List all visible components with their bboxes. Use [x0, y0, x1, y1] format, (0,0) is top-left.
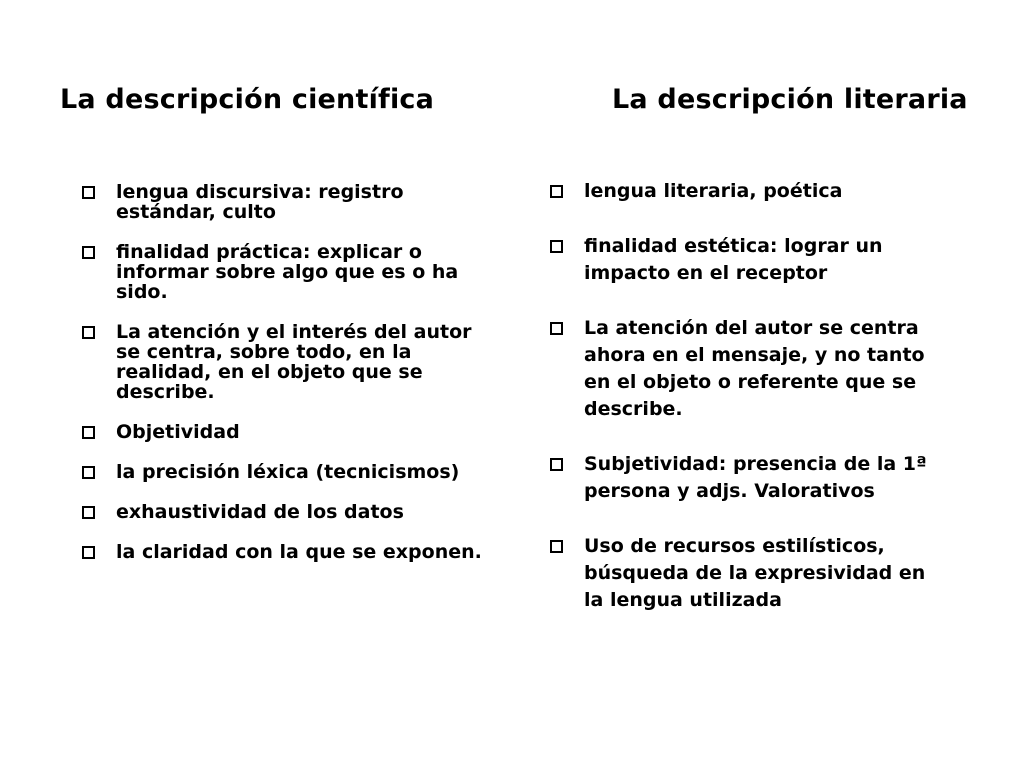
list-item-text: Uso de recursos estilísticos, búsqueda de la expresividad en la lengua utilizada [584, 535, 926, 611]
list-item [548, 451, 948, 505]
checkbox-bullet-icon [550, 540, 563, 553]
checkbox-bullet-icon [82, 246, 95, 259]
list-item [548, 178, 948, 205]
checkbox-bullet-icon [82, 506, 95, 519]
list-item-text: la claridad con la que se exponen. [116, 541, 482, 563]
list-item-text: Subjetividad: presencia de la 1ª persona y adjs. Valorativos [584, 453, 927, 502]
list-item [548, 533, 948, 614]
literary-description-list [548, 178, 948, 642]
literary-description-title: La descripción literaria [612, 84, 968, 115]
list-item [80, 422, 500, 442]
list-item-text: La atención y el interés del autor se centra, sobre todo, en la realidad, en el objeto que se describe. [116, 321, 472, 403]
scientific-description-title: La descripción científica [60, 84, 435, 115]
list-item-text: finalidad estética: lograr un impacto en el receptor [584, 235, 883, 284]
checkbox-bullet-icon [82, 466, 95, 479]
list-item [548, 315, 948, 423]
checkbox-bullet-icon [82, 186, 95, 199]
list-item-text: exhaustividad de los datos [116, 501, 404, 523]
list-item [80, 182, 500, 222]
list-item [548, 233, 948, 287]
list-item [80, 242, 500, 302]
list-item [80, 322, 500, 402]
checkbox-bullet-icon [550, 458, 563, 471]
list-item [80, 502, 500, 522]
list-item-text: Objetividad [116, 421, 240, 443]
checkbox-bullet-icon [550, 322, 563, 335]
list-item-text: finalidad práctica: explicar o informar sobre algo que es o ha sido. [116, 241, 459, 303]
checkbox-bullet-icon [82, 546, 95, 559]
list-item-text: lengua discursiva: registro estándar, culto [116, 181, 404, 223]
checkbox-bullet-icon [550, 185, 563, 198]
checkbox-bullet-icon [550, 240, 563, 253]
checkbox-bullet-icon [82, 326, 95, 339]
checkbox-bullet-icon [82, 426, 95, 439]
list-item-text: la precisión léxica (tecnicismos) [116, 461, 460, 483]
list-item [80, 542, 500, 562]
list-item-text: lengua literaria, poética [584, 180, 843, 202]
scientific-description-list [80, 182, 500, 582]
list-item [80, 462, 500, 482]
list-item-text: La atención del autor se centra ahora en el mensaje, y no tanto en el objeto o referente que se describe. [584, 317, 925, 420]
